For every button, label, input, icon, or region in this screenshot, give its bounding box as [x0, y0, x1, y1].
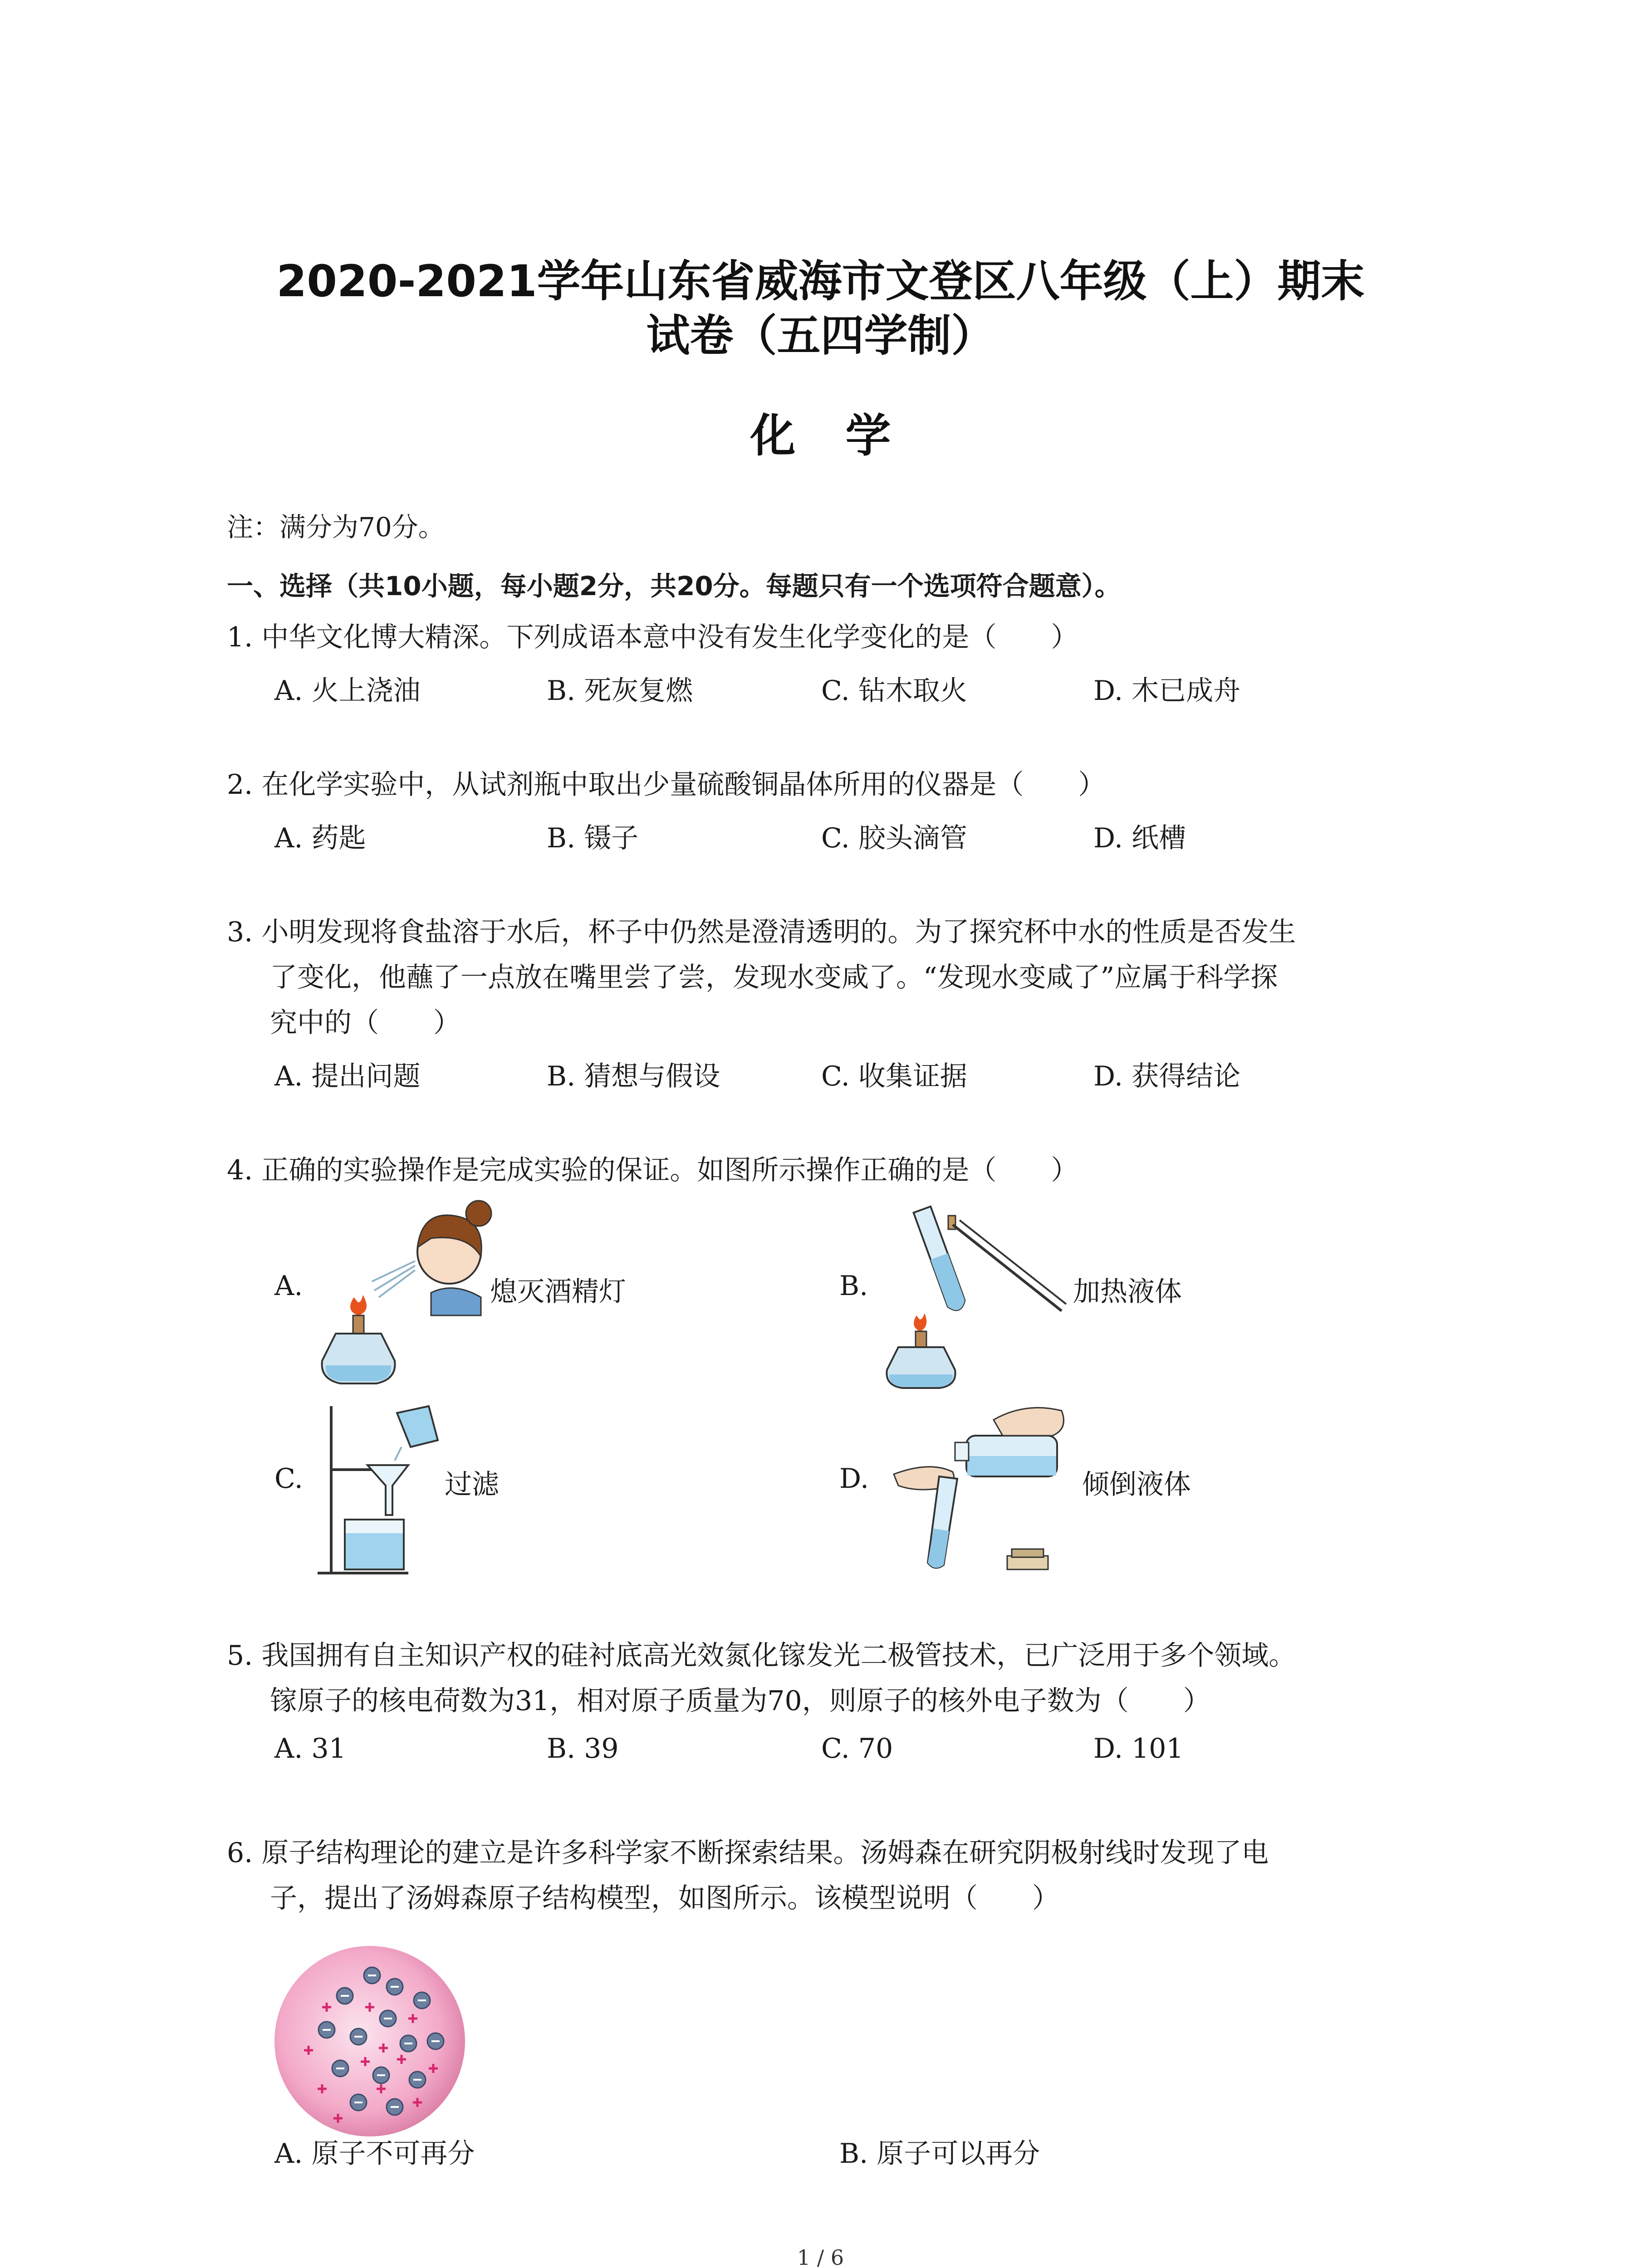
q5-option-a[interactable]: A. 31: [274, 1733, 346, 1765]
q2-option-d[interactable]: D. 纸槽: [1093, 822, 1186, 854]
score-note: 注：满分为70分。: [227, 512, 445, 543]
q4-figure-c-caption: 过滤: [445, 1469, 499, 1501]
bottle-stopper-icon: [1007, 1549, 1048, 1569]
q5-option-c[interactable]: C. 70: [821, 1733, 893, 1765]
q6-option-a[interactable]: A. 原子不可再分: [274, 2138, 475, 2170]
q3-option-c[interactable]: C. 收集证据: [821, 1061, 967, 1092]
q5-option-d[interactable]: D. 101: [1093, 1733, 1184, 1765]
question-5-stem-line2: 镓原子的核电荷数为31，相对原子质量为70，则原子的核外电子数为（ ）: [270, 1685, 1210, 1717]
q4-option-c-letter[interactable]: C.: [274, 1463, 303, 1495]
girl-blowing-icon: [417, 1201, 491, 1315]
beaker-pouring-icon: [395, 1406, 438, 1461]
q4-option-d-letter[interactable]: D.: [839, 1463, 869, 1495]
question-3-stem-line3: 究中的（ ）: [270, 1007, 460, 1039]
q3-option-a[interactable]: A. 提出问题: [274, 1061, 421, 1092]
funnel-icon: [367, 1465, 408, 1515]
q4-figure-d-caption: 倾倒液体: [1082, 1469, 1191, 1501]
q1-option-a[interactable]: A. 火上浇油: [274, 675, 421, 707]
question-1-stem: 1. 中华文化博大精深。下列成语本意中没有发生化学变化的是（ ）: [227, 621, 1078, 653]
page-title: 2020-2021学年山东省威海市文登区八年级（上）期末: [276, 256, 1365, 307]
q3-option-b[interactable]: B. 猜想与假设: [547, 1061, 720, 1092]
beaker-icon: [345, 1520, 404, 1569]
q4-figure-b-caption: 加热液体: [1073, 1276, 1182, 1308]
pouring-liquid-figure: [889, 1393, 1080, 1583]
q1-option-d[interactable]: D. 木已成舟: [1093, 675, 1241, 707]
test-tube-holder-icon: [948, 1216, 1066, 1311]
question-4-stem: 4. 正确的实验操作是完成实验的保证。如图所示操作正确的是（ ）: [227, 1154, 1078, 1186]
q1-option-c[interactable]: C. 钻木取火: [821, 675, 967, 707]
filtration-figure: [318, 1397, 454, 1579]
heating-liquid-figure: [880, 1198, 1071, 1406]
page-title-line2: 试卷（五四学制）: [646, 310, 995, 361]
q2-option-a[interactable]: A. 药匙: [274, 822, 366, 854]
alcohol-lamp-icon: [887, 1313, 955, 1388]
question-6-stem-line2: 子，提出了汤姆森原子结构模型，如图所示。该模型说明（ ）: [270, 1882, 1059, 1914]
extinguish-lamp-figure: [318, 1198, 499, 1406]
thomson-model-figure: [272, 1944, 467, 2139]
question-3-stem-line1: 3. 小明发现将食盐溶于水后，杯子中仍然是澄清透明的。为了探究杯中水的性质是否发生: [227, 916, 1296, 948]
test-tube-icon: [928, 1476, 957, 1568]
page-number: 1 / 6: [797, 2245, 844, 2268]
question-5-stem-line1: 5. 我国拥有自主知识产权的硅衬底高光效氮化镓发光二极管技术，已广泛用于多个领域。: [227, 1640, 1296, 1672]
q2-option-c[interactable]: C. 胶头滴管: [821, 822, 967, 854]
q2-option-b[interactable]: B. 镊子: [547, 822, 639, 854]
q6-option-b[interactable]: B. 原子可以再分: [839, 2138, 1040, 2170]
test-tube-icon: [914, 1207, 967, 1313]
reagent-bottle-icon: [955, 1436, 1057, 1476]
q1-option-b[interactable]: B. 死灰复燃: [547, 675, 693, 707]
question-3-stem-line2: 了变化，他蘸了一点放在嘴里尝了尝，发现水变咸了。“发现水变咸了”应属于科学探: [270, 962, 1278, 993]
q4-option-b-letter[interactable]: B.: [839, 1270, 868, 1302]
breath-lines-icon: [372, 1261, 415, 1297]
alcohol-lamp-icon: [322, 1295, 395, 1383]
q4-option-a-letter[interactable]: A.: [274, 1270, 303, 1302]
question-2-stem: 2. 在化学实验中，从试剂瓶中取出少量硫酸铜晶体所用的仪器是（ ）: [227, 769, 1106, 801]
question-6-stem-line1: 6. 原子结构理论的建立是许多科学家不断探索结果。汤姆森在研究阴极射线时发现了电: [227, 1837, 1269, 1869]
subject-heading: 化学: [750, 409, 941, 462]
q3-option-d[interactable]: D. 获得结论: [1093, 1061, 1241, 1092]
q4-figure-a-caption: 熄灭酒精灯: [490, 1276, 626, 1308]
section-heading: 一、选择（共10小题，每小题2分，共20分。每题只有一个选项符合题意）。: [227, 571, 1121, 601]
q5-option-b[interactable]: B. 39: [547, 1733, 619, 1765]
